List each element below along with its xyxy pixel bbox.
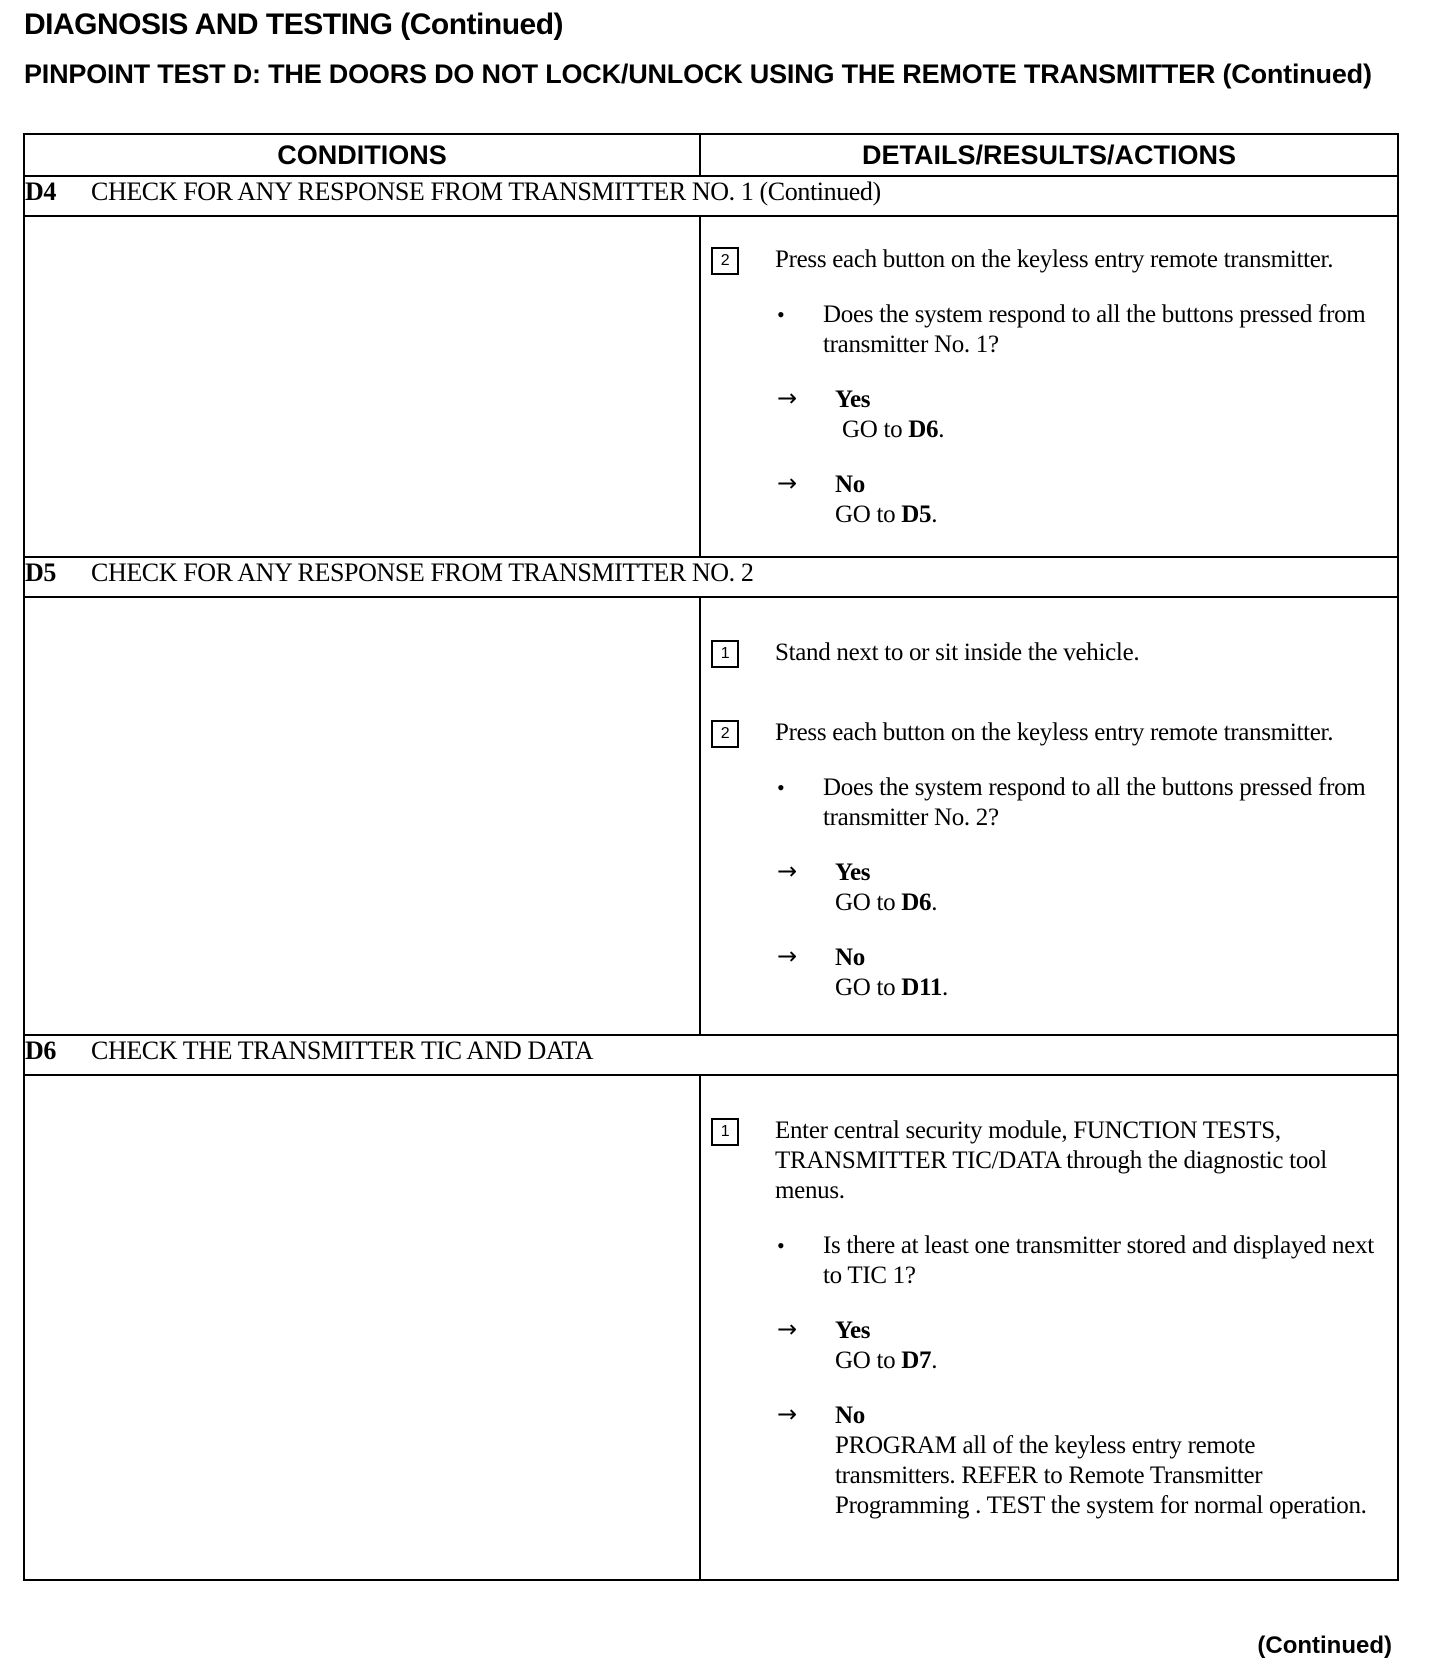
details-cell xyxy=(700,597,1398,1035)
step-title: CHECK FOR ANY RESPONSE FROM TRANSMITTER NO. 1 (Continued) xyxy=(91,177,881,206)
result-text: GO to D6. xyxy=(842,416,945,443)
result-yes xyxy=(701,385,1397,445)
table-header-row xyxy=(24,134,1398,176)
page-heading: DIAGNOSIS AND TESTING (Continued) xyxy=(24,8,564,41)
conditions-header: CONDITIONS xyxy=(24,134,700,176)
step-row-d6 xyxy=(24,1035,1398,1075)
question-text: Does the system respond to all the buttons pressed from transmitter No. 1? xyxy=(823,301,1366,358)
result-text: GO to D11. xyxy=(835,974,948,1001)
result-label: Yes xyxy=(835,859,871,886)
step-number-box: 1 xyxy=(711,640,739,668)
arrow-right-icon: → xyxy=(777,384,797,412)
step-number-box: 2 xyxy=(711,720,739,748)
bullet-icon: • xyxy=(777,775,785,800)
result-yes xyxy=(701,1316,1397,1376)
action-item xyxy=(701,245,1397,275)
result-text: GO to D5. xyxy=(835,501,938,528)
goto-target: D11 xyxy=(901,974,943,1001)
step-body-d5 xyxy=(24,597,1398,1035)
details-header: DETAILS/RESULTS/ACTIONS xyxy=(700,134,1398,176)
action-text: Press each button on the keyless entry remote transmitter. xyxy=(775,719,1334,746)
arrow-right-icon: → xyxy=(777,1315,797,1343)
goto-target: D7 xyxy=(901,1347,932,1374)
conditions-cell xyxy=(24,597,700,1035)
step-id: D4 xyxy=(25,177,56,206)
question-text: Does the system respond to all the buttons pressed from transmitter No. 2? xyxy=(823,774,1366,831)
pinpoint-test-table xyxy=(23,133,1399,1581)
continued-footer: (Continued) xyxy=(1257,1632,1392,1659)
action-item xyxy=(701,718,1397,748)
step-body-d6 xyxy=(24,1075,1398,1580)
step-title-d5 xyxy=(24,557,1398,597)
result-label: No xyxy=(835,944,865,971)
details-cell xyxy=(700,216,1398,557)
goto-target: D6 xyxy=(901,889,932,916)
conditions-cell xyxy=(24,1075,700,1580)
step-body-d4 xyxy=(24,216,1398,557)
result-yes xyxy=(701,858,1397,918)
arrow-right-icon: → xyxy=(777,1400,797,1428)
step-title: CHECK FOR ANY RESPONSE FROM TRANSMITTER NO. 2 xyxy=(91,558,754,587)
step-id: D6 xyxy=(25,1036,56,1065)
arrow-right-icon: → xyxy=(777,469,797,497)
result-text: PROGRAM all of the keyless entry remote transmitters. REFER to Remote Transmitter Programming . TEST the system for normal operation. xyxy=(835,1432,1367,1519)
action-text: Stand next to or sit inside the vehicle. xyxy=(775,639,1140,666)
action-text: Press each button on the keyless entry remote transmitter. xyxy=(775,246,1334,273)
step-row-d4 xyxy=(24,176,1398,216)
question-item xyxy=(701,1231,1397,1291)
conditions-cell xyxy=(24,216,700,557)
result-label: Yes xyxy=(835,1317,871,1344)
result-no xyxy=(701,470,1397,530)
question-item xyxy=(701,300,1397,360)
step-number-box: 1 xyxy=(711,1118,739,1146)
bullet-icon: • xyxy=(777,1233,785,1258)
result-no xyxy=(701,1401,1397,1521)
step-title: CHECK THE TRANSMITTER TIC AND DATA xyxy=(91,1036,594,1065)
step-title-d6 xyxy=(24,1035,1398,1075)
result-text: GO to D7. xyxy=(835,1347,938,1374)
details-cell xyxy=(700,1075,1398,1580)
action-item xyxy=(701,638,1397,668)
bullet-icon: • xyxy=(777,302,785,327)
step-title-d4 xyxy=(24,176,1398,216)
result-text: GO to D6. xyxy=(835,889,938,916)
goto-target: D5 xyxy=(901,501,932,528)
goto-target: D6 xyxy=(908,416,939,443)
arrow-right-icon: → xyxy=(777,942,797,970)
result-label: No xyxy=(835,1402,865,1429)
result-no xyxy=(701,943,1397,1003)
result-label: No xyxy=(835,471,865,498)
question-text: Is there at least one transmitter stored and displayed next to TIC 1? xyxy=(823,1232,1374,1289)
step-id: D5 xyxy=(25,558,56,587)
result-label: Yes xyxy=(835,386,871,413)
step-number-box: 2 xyxy=(711,247,739,275)
action-item xyxy=(701,1116,1397,1206)
arrow-right-icon: → xyxy=(777,857,797,885)
action-text: Enter central security module, FUNCTION TESTS, TRANSMITTER TIC/DATA through the diagnostic tool menus. xyxy=(775,1117,1327,1204)
pinpoint-test-heading: PINPOINT TEST D: THE DOORS DO NOT LOCK/UNLOCK USING THE REMOTE TRANSMITTER (Continued) xyxy=(24,59,1372,89)
question-item xyxy=(701,773,1397,833)
step-row-d5 xyxy=(24,557,1398,597)
